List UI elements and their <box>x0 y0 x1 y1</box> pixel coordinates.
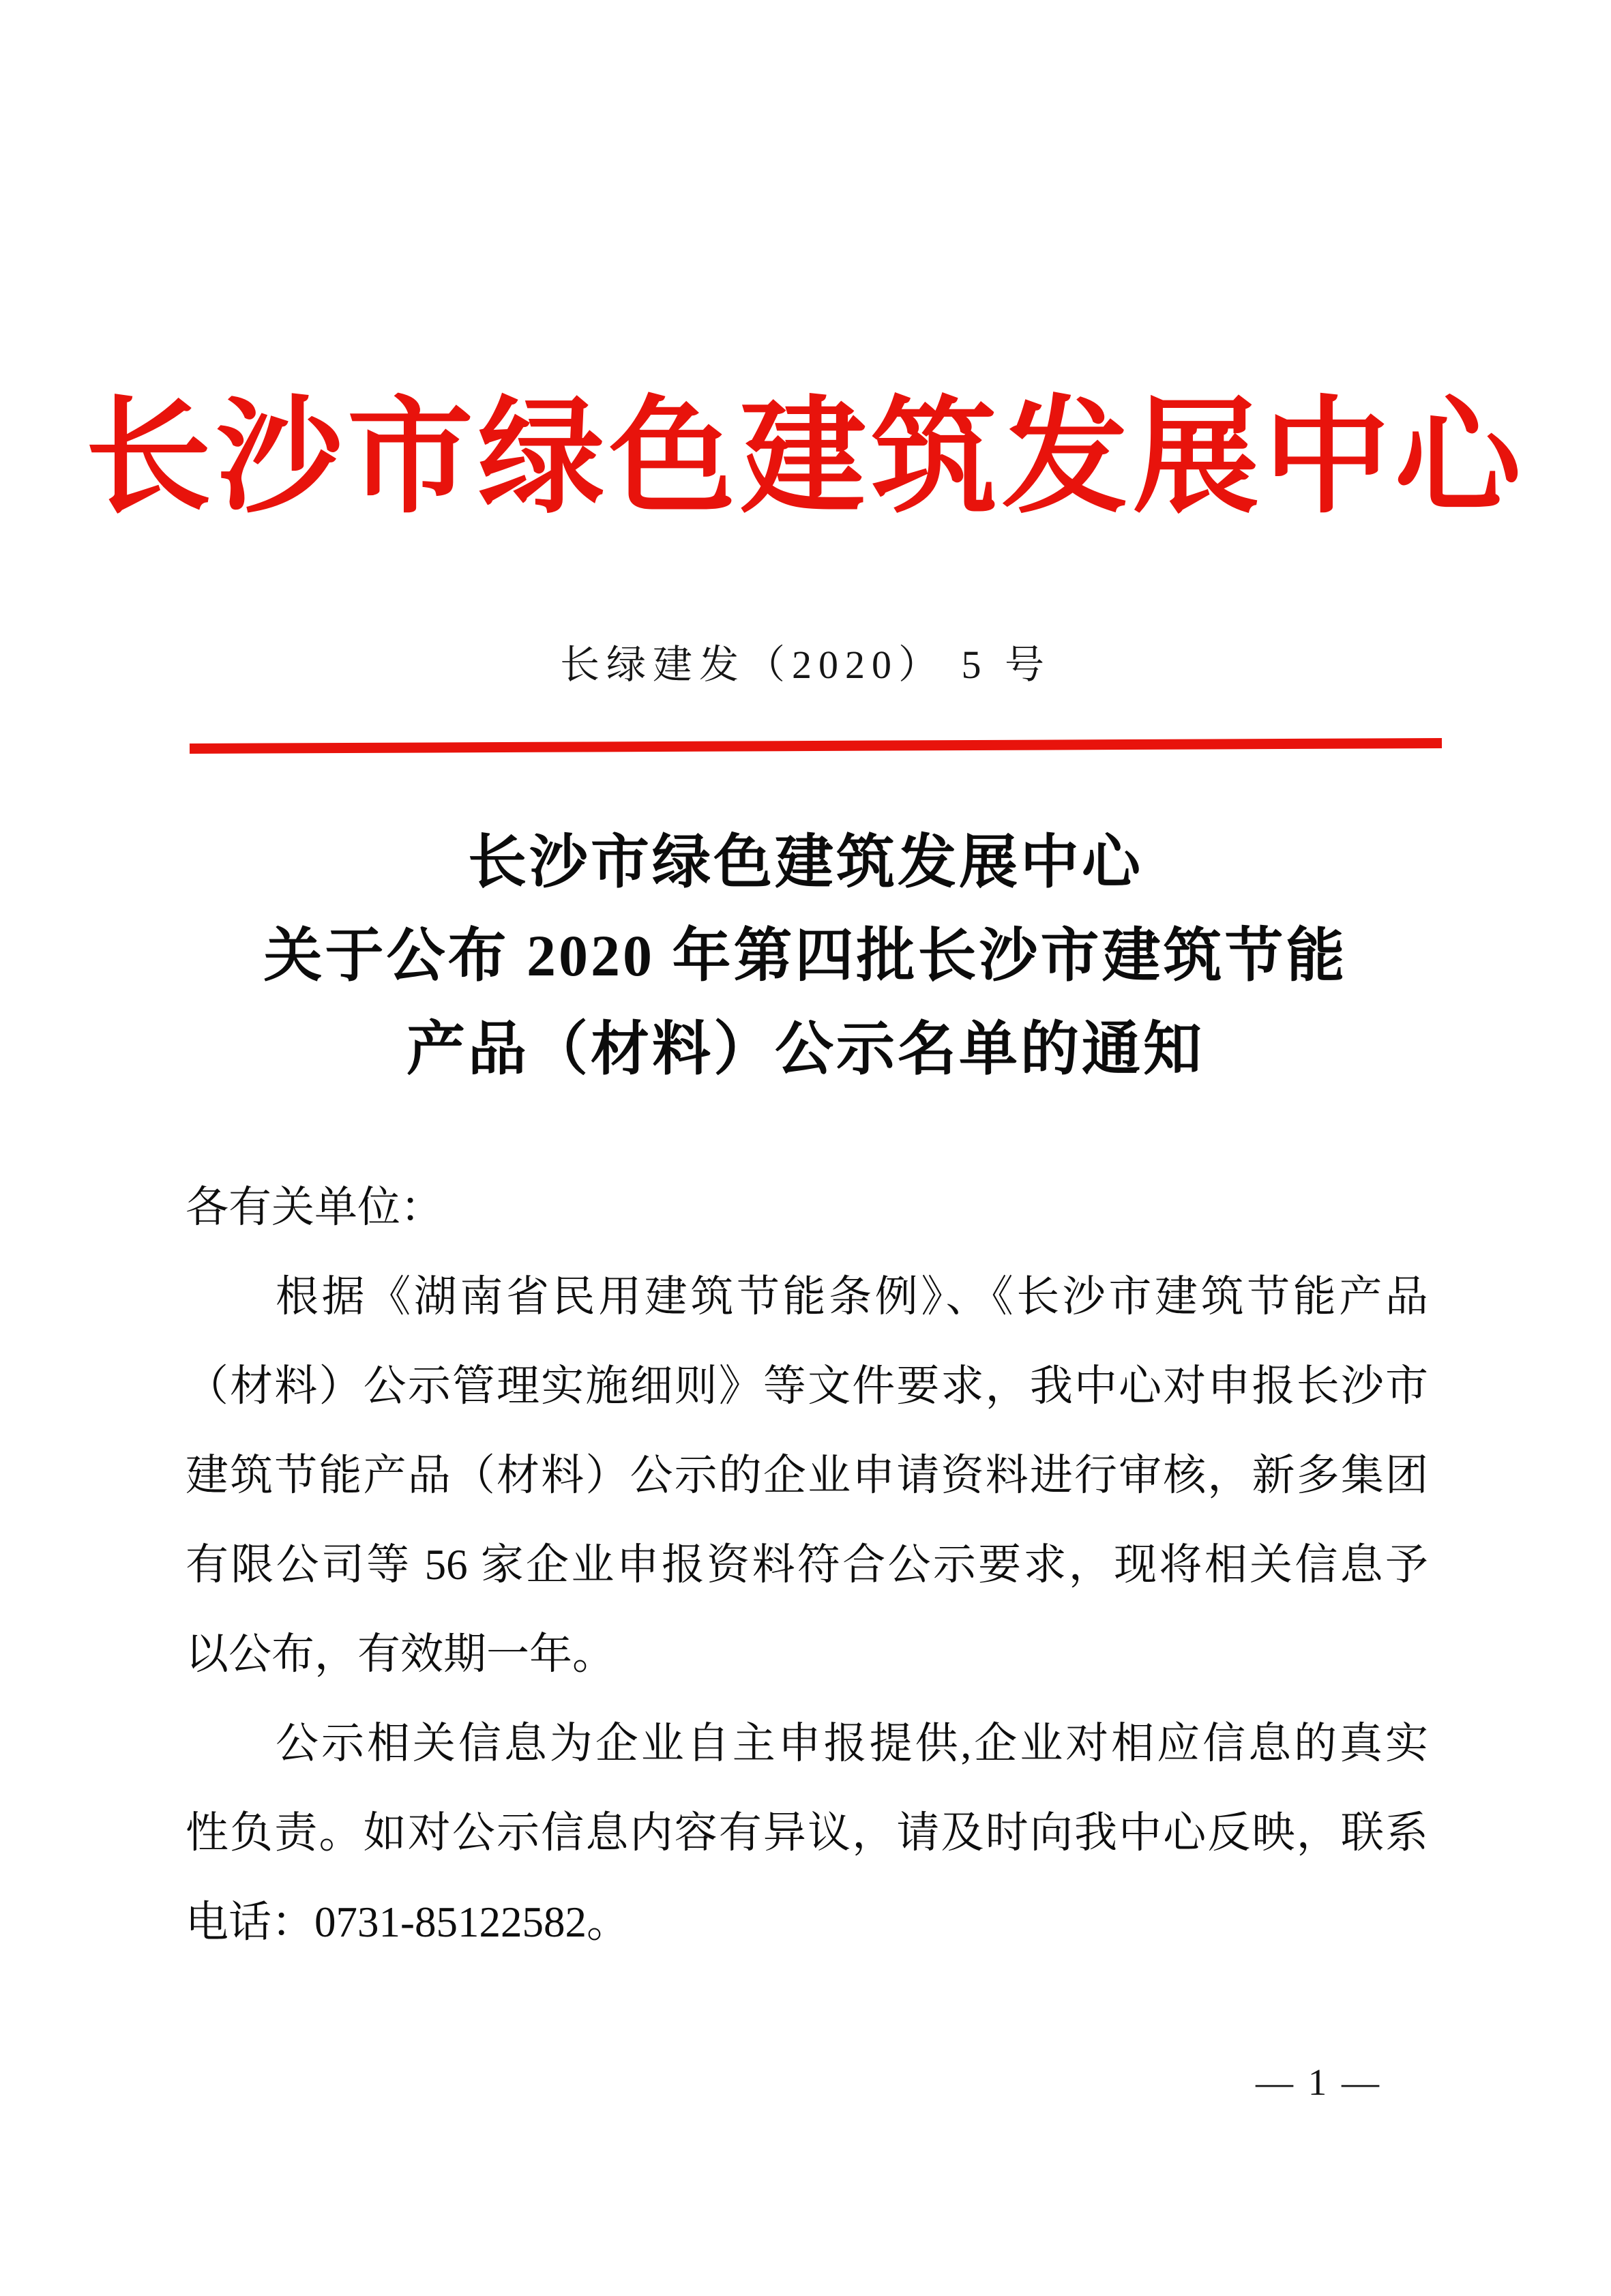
red-separator-line <box>190 738 1442 754</box>
paragraph1-line: （材料）公示管理实施细则》等文件要求，我中心对申报长沙市 <box>186 1362 1428 1410</box>
document-title-line-2: 关于公布 2020 年第四批长沙市建筑节能 <box>263 923 1348 988</box>
salutation: 各有关单位： <box>186 1183 443 1231</box>
paragraph2-line: 公示相关信息为企业自主申报提供,企业对相应信息的真实 <box>276 1720 1428 1767</box>
document-number: 长绿建发（2020） 5 号 <box>559 643 1051 687</box>
paragraph2-line: 性负责。如对公示信息内容有异议，请及时向我中心反映，联系 <box>186 1809 1428 1857</box>
document-title-line-1: 长沙市绿色建筑发展中心 <box>468 829 1143 895</box>
page-number: — 1 — <box>1256 2061 1382 2103</box>
document-body <box>186 1163 1428 1967</box>
paragraph2-line: 电话：0731-85122582。 <box>186 1898 630 1946</box>
paragraph1-line: 根据《湖南省民用建筑节能条例》、《长沙市建筑节能产品 <box>276 1273 1428 1321</box>
paragraph1-line: 建筑节能产品（材料）公示的企业申请资料进行审核，新多集团 <box>186 1452 1428 1499</box>
document-title-line-3: 产品（材料）公示名单的通知 <box>407 1016 1204 1082</box>
paragraph1-line: 以公布，有效期一年。 <box>186 1630 615 1678</box>
document-title <box>0 816 1611 1096</box>
agency-letterhead: 长沙市绿色建筑发展中心 <box>85 389 1526 529</box>
paragraph1-line: 有限公司等 56 家企业申报资料符合公示要求，现将相关信息予 <box>186 1541 1428 1589</box>
